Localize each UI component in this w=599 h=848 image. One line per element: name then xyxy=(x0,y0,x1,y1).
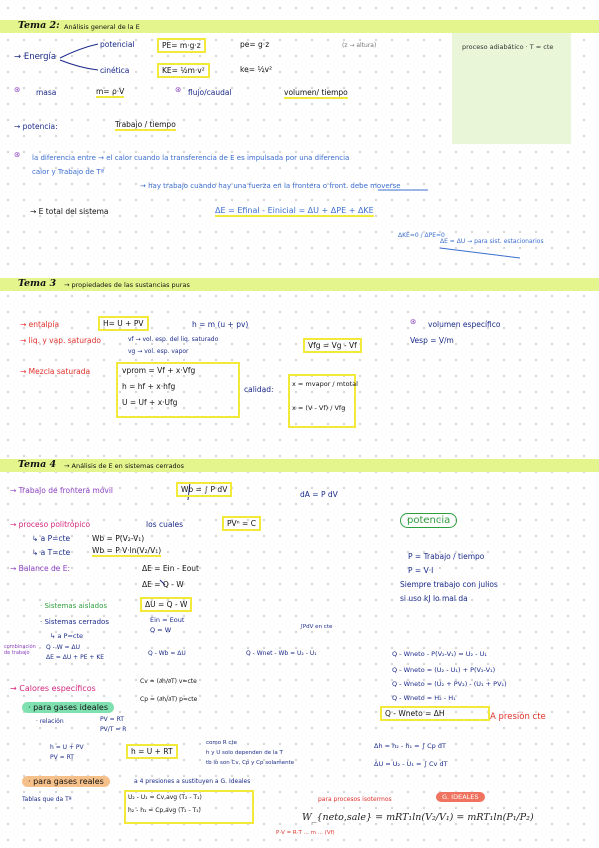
pvn-formula: PVⁿ = C xyxy=(222,516,261,531)
diff-line3: → hay trabajo cuando hay una fuerza en la frontera o front. debe moverse xyxy=(140,182,401,190)
q1: Q - Wneto - P(V₂-V₁) = U₂ - U₁ xyxy=(392,650,487,658)
q2: Q - Wneto = (U₂ - U₁) + P(V₂-V₁) xyxy=(392,666,496,674)
tablas-label: Tablas que da Tª xyxy=(22,796,72,803)
vol-esp-label: volumen específico xyxy=(428,320,501,329)
entalpia-specific: h = m (u + pv) xyxy=(192,320,249,329)
du-formula: ΔU = U₂ - U₁ = ∫ Cv dT xyxy=(374,760,448,768)
total-line: → E total del sistema xyxy=(30,207,109,216)
potencia-label: → potencia: xyxy=(14,122,58,131)
p-cte-formula: Wb = P(V₂-V₁) xyxy=(92,534,145,543)
potencial-label: potencial xyxy=(100,40,135,49)
como-line2: h y U solo dependen de la T xyxy=(206,750,283,756)
chain4: Q - Wnet - Wb = U₂ - U₁ xyxy=(246,650,317,657)
wb-formula: Wb = ∫ P dV xyxy=(176,482,232,497)
ein-eout: Ein = Eout xyxy=(150,616,185,624)
tablas2: h₂ - h₁ = Cp,avg (T₂ - T₁) xyxy=(128,807,201,814)
trabajo-frontera: → Trabajo de frontera móvil xyxy=(10,486,114,495)
como-r: como R cte xyxy=(206,740,237,746)
t-cte-formula: Wb = P·V·ln(V₂/V₁) xyxy=(92,546,162,555)
diff-line1: la diferencia entre → el calor cuando la transferencia de E es impulsada por una diferencia xyxy=(32,154,350,162)
tema3-subtitle: → propiedades de las sustancias puras xyxy=(64,281,190,289)
siempre-text: Siempre trabajo con julios xyxy=(400,580,498,589)
ke-formula: KE= ½m·v² xyxy=(157,63,210,78)
isotermos: para procesos isotermos xyxy=(318,796,392,803)
pv-rt2: PV/T = R xyxy=(100,726,127,733)
p-cte-label: ↳ a P=cte xyxy=(32,534,71,543)
gases-reales-note: a 4 presiones a sustituyen a G. Ideales xyxy=(134,778,251,785)
tablas1: U₂ - U₁ = Cv,avg (T₂ - T₁) xyxy=(128,794,202,801)
calores-label: → Calores específicos xyxy=(10,684,96,693)
sist-aislados: · Sistemas aislados xyxy=(40,602,108,610)
vg-text: vg → vol. esp. vapor xyxy=(128,348,189,355)
sist-cerrados: · Sistemas cerrados xyxy=(40,618,109,626)
masa-formula: m= ρ·V xyxy=(96,87,125,96)
gases-reales: · para gases reales xyxy=(22,776,110,787)
total-formula: ΔE = Efinal - Einicial = ΔU + ΔPE + ΔKE xyxy=(215,206,374,215)
vol-esp-star-icon: ⊛ xyxy=(410,317,417,326)
note-box-text: proceso adiabático · T = cte xyxy=(462,43,554,51)
mezcla-label: → Mezcla saturada xyxy=(20,367,91,376)
pe-formula: PE= m·g·z xyxy=(157,38,206,53)
zero-notes: ΔKE=0 / ΔPE=0 xyxy=(398,232,445,239)
pe-note: (z → altura) xyxy=(342,42,377,49)
diff-star-icon: ⊛ xyxy=(14,150,21,159)
q5: Q - Wneto = ΔH xyxy=(380,706,490,721)
du-qw: ΔU = Q - W xyxy=(140,597,192,612)
liq-label: → liq. y vap. saturado xyxy=(20,336,101,345)
uprom: U = Uf + x·Ufg xyxy=(122,398,178,407)
q4: Q - Wneto = H₂ - H₁ xyxy=(392,694,456,702)
p-tw: P = Trabajo / tiempo xyxy=(408,552,485,561)
entalpia-label: → entalpía xyxy=(20,320,60,329)
pv-rt3: PV = RT xyxy=(50,754,74,761)
cinetica-label: cinética xyxy=(100,66,130,75)
pe-per-mass: pe= g·z xyxy=(240,40,270,49)
t-cte-label: ↳ a T=cte xyxy=(32,548,71,557)
hprom: h = hf + x·hfg xyxy=(122,382,176,391)
tema4-header xyxy=(0,459,599,472)
como-line3: tb lo son Cv, Cp y Cp solamente xyxy=(206,760,295,766)
cv-formula: Cv = (∂h/∂T) v=cte xyxy=(140,678,197,685)
presion-cte: A presión cte xyxy=(490,712,546,722)
entalpia-formula: H= U + PV xyxy=(98,316,149,331)
balance-label: → Balance de E: xyxy=(10,564,70,573)
calidad-formula1: x = mvapor / mtotal xyxy=(292,380,358,388)
h-u-rt: h = U + RT xyxy=(126,744,178,759)
chain3: Q - Wb = ΔU xyxy=(148,650,186,657)
balance1: ΔE = Ein - Eout xyxy=(142,564,199,573)
gases-ideales: · para gases ideales xyxy=(22,702,114,713)
relacion: · relación xyxy=(36,718,64,725)
tema3-title: Tema 3 xyxy=(18,278,57,289)
balance2: ΔE = Q - W xyxy=(142,580,184,589)
chain1: Q - W = ΔU xyxy=(46,644,80,651)
masa-label: masa xyxy=(36,88,57,97)
tema4-subtitle: → Análisis de E en sistemas cerrados xyxy=(64,462,185,470)
politropico-label: → proceso politrópico xyxy=(10,520,91,529)
a-pcte: ↳ a P=cte xyxy=(50,632,84,640)
potencia-formula: Trabajo / tiempo xyxy=(115,120,176,129)
du-note: ΔE = ΔU → para sist. estacionarios xyxy=(440,238,544,245)
dA-formula: dA = P dV xyxy=(300,490,338,499)
ke-per-mass: ke= ½v² xyxy=(240,65,273,74)
flujo-star-icon: ⊛ xyxy=(175,85,182,94)
los-cuales: los cuales xyxy=(146,520,184,529)
potencia-bubble: potencia xyxy=(400,513,457,528)
q-w: Q = W xyxy=(150,626,172,634)
flujo-label: flujo/caudal xyxy=(188,88,232,97)
calidad-label: calidad: xyxy=(244,385,274,394)
cp-formula: Cp = (∂h/∂T) p=cte xyxy=(140,696,198,703)
flujo-result: volumen/ tiempo xyxy=(284,88,348,97)
side-note: combinación de trabajo xyxy=(4,644,36,656)
p-vi: P = V·I xyxy=(408,566,434,575)
si-uso-text: si uso kJ lo mal da xyxy=(400,594,468,603)
energia-label: → Energía xyxy=(14,52,57,62)
pv-rt: PV = RT xyxy=(100,716,124,723)
vf-text: vf → vol. esp. del liq. saturado xyxy=(128,336,219,343)
calidad-formula2: x = (V - Vf) / Vfg xyxy=(292,404,346,412)
pdv-note: ∫PdV en cte xyxy=(300,624,333,630)
wneto-formula: W_{neto,sale} = mRT₁ln(V₂/V₁) = mRT₁ln(P₁/P₂) xyxy=(302,812,534,823)
g-ideales-pill: G. IDEALES xyxy=(436,792,485,802)
vol-esp-formula: Vesp = V/m xyxy=(410,336,454,345)
q3: Q - Wneto = (U₂ + PV₂) - (U₁ + PV₁) xyxy=(392,680,507,688)
tema4-title: Tema 4 xyxy=(18,459,57,470)
tema2-subtitle: Análisis general de la E xyxy=(64,23,140,31)
h-u-pv: h = U + PV xyxy=(50,744,84,751)
dh-formula: Δh = h₂ - h₁ = ∫ Cp dT xyxy=(374,742,446,750)
tema2-title: Tema 2: xyxy=(18,20,60,31)
diff-line2: calor y Trabajo de Tª xyxy=(32,168,104,176)
chain2: ΔE = ΔU + PE + KE xyxy=(46,654,105,661)
vprom: vprom = Vf + x·Vfg xyxy=(122,366,196,375)
bottom-small: P·V = R·T ... m ... (Vf) xyxy=(276,830,335,836)
vfg-formula: Vfg = Vg - Vf xyxy=(303,338,362,353)
masa-star-icon: ⊛ xyxy=(14,85,21,94)
tema3-header xyxy=(0,278,599,291)
